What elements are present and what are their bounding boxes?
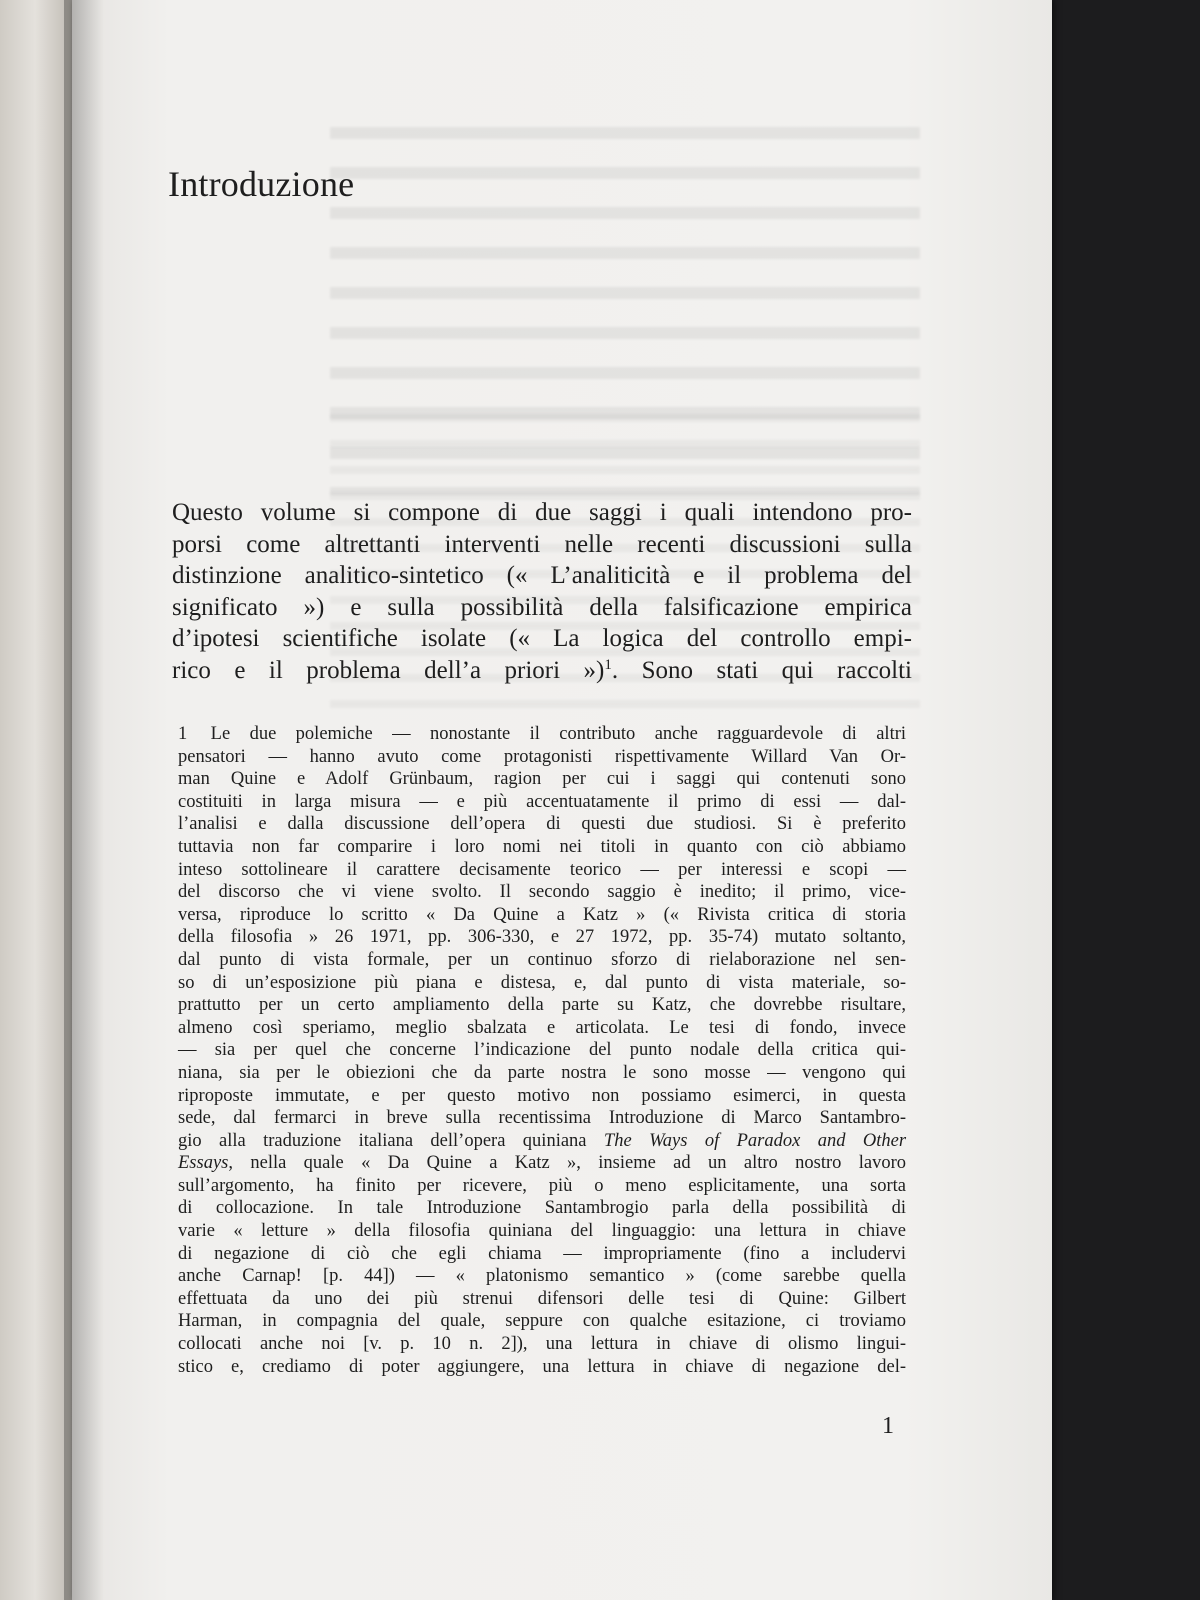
footnote-line-text: Le due polemiche — nonostante il contributo anche ragguardevole di altri	[210, 724, 907, 744]
footnote-line: l’analisi e dalla discussione dell’opera di questi due studiosi. Si è preferito	[178, 814, 906, 835]
footnote-line: collocati anche noi [v. p. 10 n. 2]), una lettura in chiave di olismo lingui-	[178, 1334, 906, 1355]
body-line: distinzione analitico-sintetico (« L’analiticità e il problema del	[172, 562, 912, 589]
footnote-line: sull’argomento, ha finito per ricevere, più o meno esplicitamente, una sorta	[178, 1175, 906, 1196]
body-line-text: rico e il problema dell’a priori »)	[172, 656, 605, 684]
footnote-line: prattutto per un certo ampliamento della parte su Katz, che dovrebbe risultare,	[178, 995, 906, 1016]
chapter-heading: Introduzione	[168, 164, 355, 204]
footnote-line	[178, 1130, 906, 1153]
footnote-line: so di un’esposizione più piana e distesa, e, dal punto di vista materiale, so-	[178, 972, 906, 993]
footnote-line: sede, dal fermarci in breve sulla recentissima Introduzione di Marco Santambro-	[178, 1108, 906, 1129]
footnote-line: pensatori — hanno avuto come protagonisti rispettivamente Willard Van Or-	[178, 746, 906, 767]
footnote-line: anche Carnap! [p. 44]) — « platonismo semantico » (come sarebbe quella	[178, 1266, 906, 1287]
footnote-line: stico e, crediamo di poter aggiungere, una lettura in chiave di negazione del-	[178, 1356, 906, 1377]
body-line: d’ipotesi scientifiche isolate (« La logica del controllo empi-	[172, 625, 912, 652]
footnote-line: varie « letture » della filosofia quiniana del linguaggio: una lettura in chiave	[178, 1221, 906, 1242]
book-title-italic: The Ways of Paradox and Other	[603, 1130, 907, 1151]
footnote-line-text: , nella quale « Da Quine a Katz », insieme ad un altro nostro lavoro	[228, 1153, 906, 1174]
body-line: significato ») e sulla possibilità della falsificazione empirica	[172, 593, 912, 621]
footnote-line: almeno così speriamo, meglio sbalzata e articolata. Le tesi di fondo, invece	[178, 1017, 906, 1038]
footnote-line: dal punto di vista formale, per un continuo sforzo di rielaborazione nel sen-	[178, 949, 906, 970]
footnote-number: 1	[178, 724, 188, 744]
book-title-italic: Essays	[178, 1153, 229, 1174]
footnote-line-text: gio alla traduzione italiana dell’opera quiniana	[178, 1130, 587, 1151]
footnote-line	[178, 1152, 906, 1175]
body-paragraph	[172, 497, 912, 686]
body-line: Questo volume si compone di due saggi i quali intendono pro-	[172, 499, 912, 526]
footnote-line: versa, riproduce lo scritto « Da Quine a Katz » (« Rivista critica di storia	[178, 904, 906, 925]
footnote-line: di collocazione. In tale Introduzione Santambrogio parla della possibilità di	[178, 1198, 906, 1219]
footnote-line: tuttavia non far comparire i loro nomi nei titoli in quanto con ciò abbiamo	[178, 836, 906, 857]
footnote-line: riproposte immutate, e per questo motivo non possiamo esimerci, in questa	[178, 1085, 906, 1106]
footnote-line: — sia per quel che concerne l’indicazione del punto nodale della critica qui-	[178, 1040, 906, 1061]
footnote-line: della filosofia » 26 1971, pp. 306-330, e 27 1972, pp. 35-74) mutato soltanto,	[178, 927, 906, 948]
gutter-shadow	[64, 0, 104, 1600]
footnote-reference: 1	[604, 656, 612, 673]
footnote-line: costituiti in larga misura — e più accentuatamente il primo di essi — dal-	[178, 791, 906, 812]
body-line	[172, 655, 912, 687]
page-number: 1	[882, 1413, 894, 1439]
footnote	[178, 723, 906, 1378]
footnote-line: niana, sia per le obiezioni che da parte nostra le sono mosse — vengono qui	[178, 1062, 906, 1083]
footnote-line: inteso sottolineare il carattere decisamente teorico — per interessi e scopi —	[178, 859, 906, 880]
footnote-line: del discorso che vi viene svolto. Il secondo saggio è inedito; il primo, vice-	[178, 882, 906, 903]
footnote-line	[178, 723, 906, 746]
body-line: porsi come altrettanti interventi nelle recenti discussioni sulla	[172, 530, 912, 558]
footnote-line: effettuata da uno dei più strenui difensori delle tesi di Quine: Gilbert	[178, 1288, 906, 1309]
footnote-line: di negazione di ciò che egli chiama — impropriamente (fino a includervi	[178, 1243, 906, 1264]
footnote-line: Harman, in compagnia del quale, seppure con qualche esitazione, ci troviamo	[178, 1311, 906, 1332]
footnote-line: man Quine e Adolf Grünbaum, ragion per cui i saggi qui contenuti sono	[178, 769, 906, 790]
body-line-text: . Sono stati qui raccolti	[611, 656, 912, 684]
